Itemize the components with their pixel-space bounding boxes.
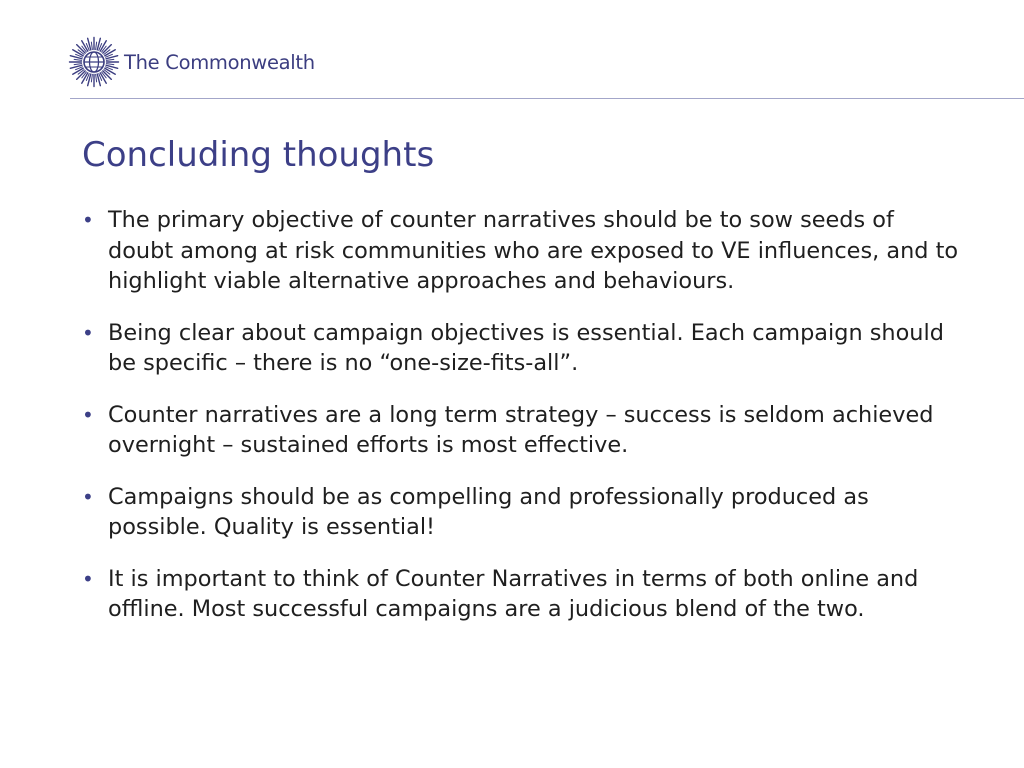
bullet-text: It is important to think of Counter Narratives in terms of both online and offline. Most successful campaigns are a judicious blend of the two. [108, 565, 919, 622]
list-item [82, 205, 962, 297]
list-item [82, 482, 962, 543]
bullet-icon: • [82, 208, 94, 232]
list-item [82, 400, 962, 461]
slide-header [68, 32, 315, 92]
bullet-text: Being clear about campaign objectives is essential. Each campaign should be specific – there is no “one-size-fits-all”. [108, 319, 944, 376]
header-divider [70, 98, 1024, 99]
logo-text: The Commonwealth [124, 50, 315, 74]
bullet-list [82, 205, 962, 646]
commonwealth-globe-icon [68, 36, 120, 88]
bullet-text: The primary objective of counter narratives should be to sow seeds of doubt among at risk communities who are exposed to VE influences, and to highlight viable alternative approaches and behaviours. [108, 207, 959, 294]
page-title: Concluding thoughts [82, 135, 435, 175]
bullet-icon: • [82, 320, 94, 345]
bullet-icon: • [82, 566, 94, 591]
list-item [82, 318, 962, 379]
bullet-icon: • [82, 402, 94, 427]
list-item [82, 564, 962, 625]
bullet-text: Campaigns should be as compelling and professionally produced as possible. Quality is essential! [108, 483, 869, 540]
bullet-icon: • [82, 484, 94, 509]
bullet-text: Counter narratives are a long term strategy – success is seldom achieved overnight – sustained efforts is most effective. [108, 401, 934, 458]
